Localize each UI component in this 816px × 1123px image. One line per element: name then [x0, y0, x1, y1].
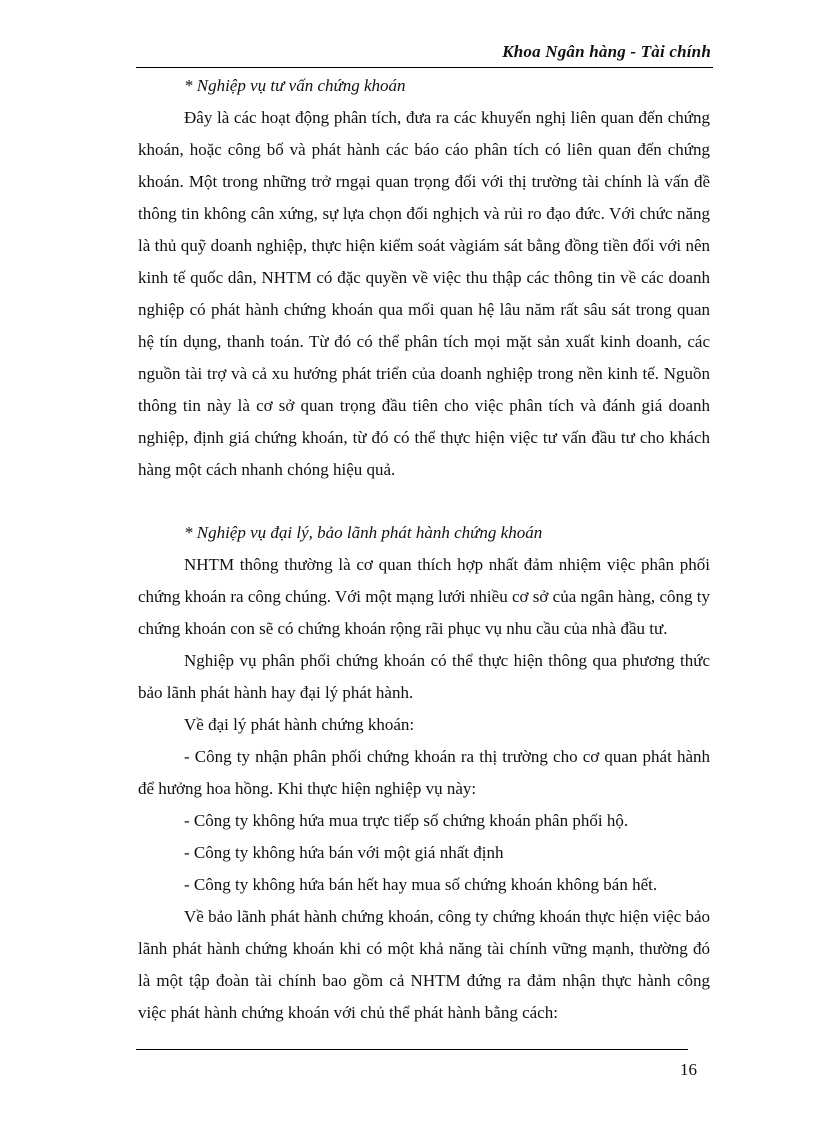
footer-divider — [136, 1049, 688, 1050]
page-header-title: Khoa Ngân hàng - Tài chính — [502, 42, 711, 61]
list-item: - Công ty không hứa bán với một giá nhất định — [184, 843, 504, 862]
page-number: 16 — [680, 1060, 697, 1079]
section-heading-underwriting: * Nghiệp vụ đại lý, bảo lãnh phát hành chứng khoán — [184, 523, 543, 542]
list-item: - Công ty không hứa mua trực tiếp số chứng khoán phân phối hộ. — [184, 811, 629, 830]
section-spacer — [138, 486, 710, 517]
paragraph: Về đại lý phát hành chứng khoán: — [184, 715, 415, 734]
paragraph: NHTM thông thường là cơ quan thích hợp nhất đảm nhiệm việc phân phối chứng khoán ra công chúng. Với một mạng lưới nhiều cơ sở của ngân hàng, công ty chứng khoán con sẽ có chứng khoán rộng rãi phục vụ nhu cầu của nhà đầu tư. — [138, 555, 710, 638]
paragraph: Đây là các hoạt động phân tích, đưa ra các khuyến nghị liên quan đến chứng khoán, hoặc công bố và phát hành các báo cáo phân tích có liên quan đến chứng khoán. Một trong những trở rngại quan trọng đối với thị trường tài chính là vấn đề thông tin không cân xứng, sự lựa chọn đối nghịch và rủi ro đạo đức. Với chức năng là thủ quỹ doanh nghiệp, thực hiện kiểm soát vàgiám sát bằng đồng tiền đối với nên kinh tế quốc dân, NHTM có đặc quyền về việc thu thập các thông tin về các doanh nghiệp có phát hành chứng khoán qua mối quan hệ lâu năm rất sâu sát trong quan hệ tín dụng, thanh toán. Từ đó có thể phân tích mọi mặt sản xuất kinh doanh, các nguồn tài trợ và cả xu hướng phát triển của doanh nghiệp trong nền kinh tế. Nguồn thông tin này là cơ sở quan trọng đầu tiên cho việc phân tích và đánh giá doanh nghiệp, định giá chứng khoán, từ đó có thể thực hiện việc tư vấn đầu tư cho khách hàng một cách nhanh chóng hiệu quả. — [138, 108, 710, 479]
list-item: - Công ty nhận phân phối chứng khoán ra thị trường cho cơ quan phát hành để hưởng hoa hồng. Khi thực hiện nghiệp vụ này: — [138, 747, 710, 798]
list-item: - Công ty không hứa bán hết hay mua số chứng khoán không bán hết. — [184, 875, 658, 894]
paragraph: Về bảo lãnh phát hành chứng khoán, công ty chứng khoán thực hiện việc bảo lãnh phát hành chứng khoán khi có một khả năng tài chính vững mạnh, thường đó là một tập đoàn tài chính bao gồm cả NHTM đứng ra đảm nhận thực hành công việc phát hành chứng khoán với chủ thể phát hành bằng cách: — [138, 907, 710, 1022]
paragraph: Nghiệp vụ phân phối chứng khoán có thể thực hiện thông qua phương thức bảo lãnh phát hành hay đại lý phát hành. — [138, 651, 710, 702]
header-divider — [136, 67, 713, 68]
section-heading-advisory: * Nghiệp vụ tư vấn chứng khoán — [184, 76, 406, 95]
document-body — [138, 70, 710, 1029]
